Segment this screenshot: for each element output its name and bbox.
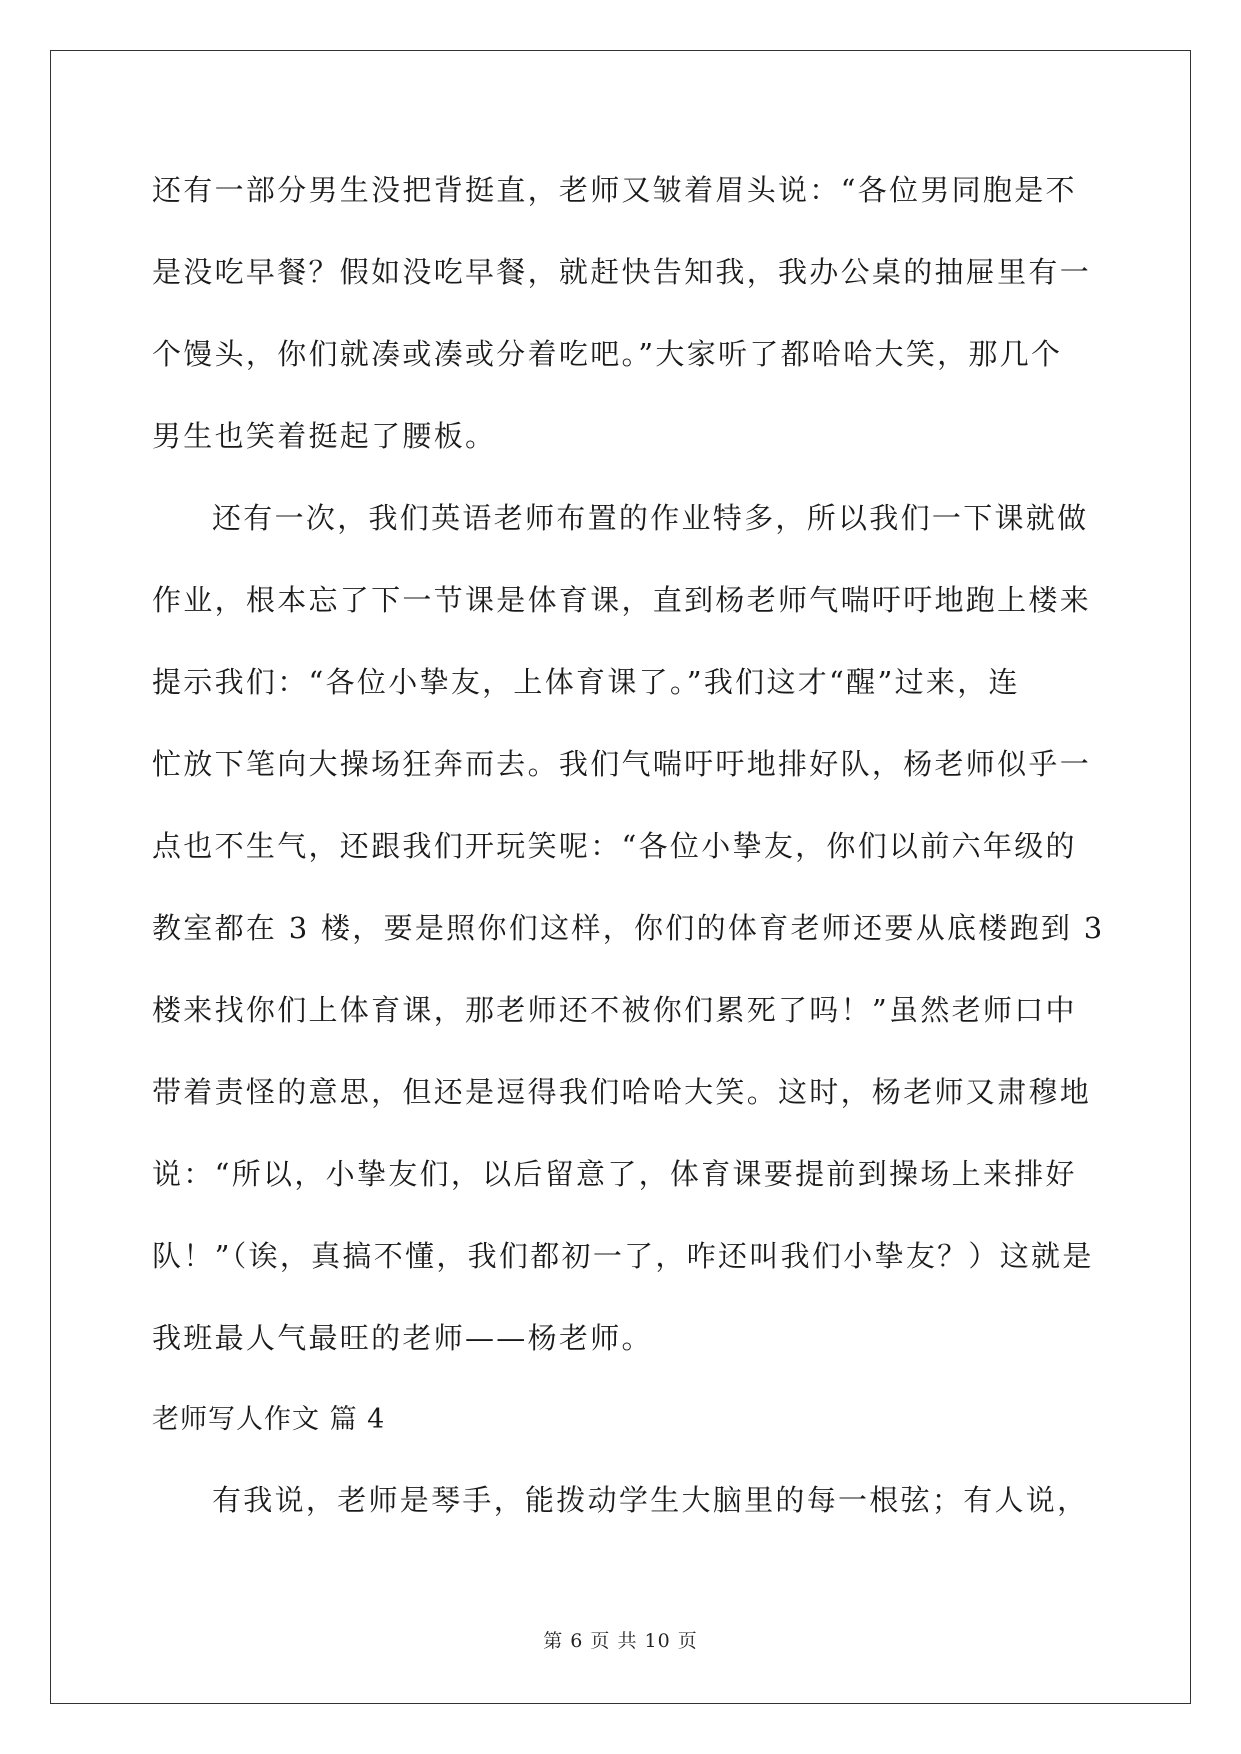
text-line: 作业，根本忘了下一节课是体育课，直到杨老师气喘吁吁地跑上楼来	[152, 583, 1092, 617]
section-heading: 老师写人作文 篇 4	[152, 1404, 386, 1435]
text-line: 提示我们：“各位小挚友，上体育课了。”我们这才“醒”过来，连	[152, 665, 1020, 699]
text-line: 教室都在 3 楼，要是照你们这样，你们的体育老师还要从底楼跑到 3	[152, 911, 1105, 945]
text-line: 还有一部分男生没把背挺直，老师又皱着眉头说：“各位男同胞是不	[152, 173, 1077, 207]
paragraph-first-line: 有我说，老师是琴手，能拨动学生大脑里的每一根弦；有人说，	[212, 1483, 1089, 1517]
page-number-footer: 第 6 页 共 10 页	[543, 1630, 698, 1652]
text-line: 个馒头，你们就凑或凑或分着吃吧。”大家听了都哈哈大笑，那几个	[152, 337, 1063, 371]
text-line: 楼来找你们上体育课，那老师还不被你们累死了吗！”虽然老师口中	[152, 993, 1077, 1027]
document-body	[152, 160, 1105, 1552]
text-line: 我班最人气最旺的老师——杨老师。	[152, 1321, 653, 1355]
text-line: 带着责怪的意思，但还是逗得我们哈哈大笑。这时，杨老师又肃穆地	[152, 1075, 1092, 1109]
text-line: 点也不生气，还跟我们开玩笑呢：“各位小挚友，你们以前六年级的	[152, 829, 1077, 863]
paragraph-first-line: 还有一次，我们英语老师布置的作业特多，所以我们一下课就做	[212, 501, 1089, 535]
text-line: 队！”（诶，真搞不懂，我们都初一了，咋还叫我们小挚友？）这就是	[152, 1239, 1094, 1273]
text-line: 说：“所以，小挚友们，以后留意了，体育课要提前到操场上来排好	[152, 1157, 1077, 1191]
text-line: 忙放下笔向大操场狂奔而去。我们气喘吁吁地排好队，杨老师似乎一	[152, 747, 1092, 781]
text-line: 是没吃早餐？假如没吃早餐，就赶快告知我，我办公桌的抽屉里有一	[152, 255, 1092, 289]
text-line: 男生也笑着挺起了腰板。	[152, 419, 497, 453]
